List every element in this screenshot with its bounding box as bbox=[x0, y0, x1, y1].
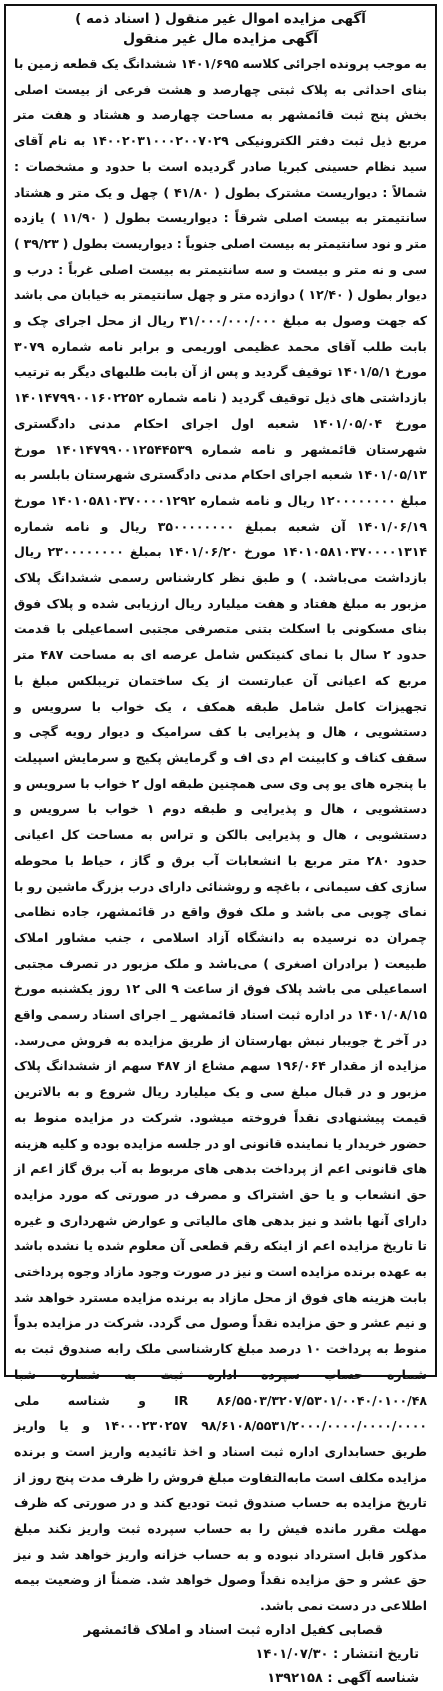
notice-footer bbox=[14, 1643, 427, 1691]
ad-id: شناسه آگهی : ۱۳۹۲۱۵۸ bbox=[267, 1670, 419, 1686]
heading-line-1: آگهی مزایده اموال غیر منقول ( اسناد ذمه ) bbox=[75, 11, 366, 27]
publish-date: تاریخ انتشار : ۱۴۰۱/۰۷/۳۰ bbox=[255, 1646, 419, 1662]
heading-line-2: آگهی مزایده مال غیر منقول bbox=[122, 31, 319, 47]
signer-line: قصابی کفیل اداره ثبت اسناد و املاک قائمشهر bbox=[83, 1622, 383, 1638]
notice-heading bbox=[14, 10, 427, 49]
legal-notice bbox=[4, 4, 437, 1686]
notice-body: به موجب پرونده اجرائی کلاسه ۱۴۰۱/۶۹۵ ششدانگ یک قطعه زمین با بنای احداثی به پلاک ثبتی چهارصد و هشت فرعی از بیست اصلی بخش پنج ثبت قائمشهر به مساحت چهارصد و هشتاد و هفت متر مربع ذیل ثبت دفتر الکترونیکی ۱۴۰۰۲۰۳۱۰۰۰۲۰۰۷۰۲۹ به نام آقای سید نظام حسینی کبریا صادر گردیده است با حدود و مشخصات : شمالاً : دیواریست مشترک بطول ( ۴۱/۸۰ ) چهل و یک متر و هشتاد سانتیمتر به بیست اصلی شرقاً : دیواریست بطول ( ۱۱/۹۰ ) یازده متر و نود سانتیمتر به بیست اصلی جنوباً : دیواریست بطول ( ۳۹/۲۳ ) سی و نه متر و بیست و سه سانتیمتر به بیست اصلی غرباً : درب و دیوار بطول ( ۱۲/۴۰ ) دوازده متر و چهل سانتیمتر به خیابان می باشد که جهت وصول به مبلغ ۳۱/۰۰۰/۰۰۰/۰۰۰ ریال از محل اجرای چک و بابت طلب آقای محمد عظیمی اوریمی و برابر نامه شماره ۳۰۷۹ مورخ ۱۴۰۱/۵/۱ توقیف گردید و پس از آن بابت طلبهای دیگر به ترتیب بازداشتی های ذیل توقیف گردید ( نامه شماره ۱۴۰۱۴۷۹۹۰۰۱۶۰۲۲۵۲ مورخ ۱۴۰۱/۰۵/۰۴ شعبه اول اجرای احکام مدنی دادگستری شهرستان قائمشهر و نامه شماره ۱۴۰۱۴۷۹۹۰۰۱۲۵۴۴۵۳۹ مورخ ۱۴۰۱/۰۵/۱۳ شعبه اجرای احکام مدنی دادگستری شهرستان بابلسر به مبلغ ۱۲۰۰۰۰۰۰۰۰ ریال و نامه شماره ۱۴۰۱۰۵۸۱۰۳۷۰۰۰۰۱۲۹۲ مورخ ۱۴۰۱/۰۶/۱۹ آن شعبه بمبلغ ۳۵۰۰۰۰۰۰۰۰ ریال و نامه شماره ۱۴۰۱۰۵۸۱۰۳۷۰۰۰۰۱۳۱۴ مورخ ۱۴۰۱/۰۶/۲۰ بمبلغ ۲۳۰۰۰۰۰۰۰۰ ریال بازداشت می‌باشد. ) و طبق نظر کارشناس رسمی ششدانگ پلاک مزبور به مبلغ هفتاد و هفت میلیارد ریال ارزیابی شده و پلاک فوق بنای مسکونی با اسکلت بتنی متصرفی مجتبی اسماعیلی با قدمت حدود ۲ سال با نمای کنیتکس شامل عرصه ای به مساحت ۴۸۷ متر مربع که اعیانی آن عبارتست از یک ساختمان تریبلکس مبلغ با تجهیزات کامل شامل طبقه همکف ، یک خواب با سرویس و دستشویی ، هال و پذیرایی با کف سرامیک و دیوار رویه گچی و سقف کناف و کابینت ام دی اف و گرمایش پکیج و سرمایش اسپیلت با پنجره های یو پی وی سی همچنین طبقه اول ۲ خواب با سرویس و دستشویی ، هال و پذیرایی و طبقه دوم ۱ خواب با سرویس و دستشویی ، هال و پذیرایی بالکن و تراس به مساحت کل اعیانی حدود ۲۸۰ متر مربع با انشعابات آب برق و گاز ، حیاط با محوطه سازی کف سیمانی ، باغچه و روشنائی دارای درب بزرگ ماشین رو با نمای چوبی می باشد و ملک فوق واقع در قائمشهر، جاده نظامی چمران ده نرسیده به دانشگاه آزاد اسلامی ، جنب مشاور املاک طبیعت ( برادران اصغری ) می‌باشد و ملک مزبور در تصرف مجتبی اسماعیلی می باشد پلاک فوق از ساعت ۹ الی ۱۲ روز یکشنبه مورخ ۱۴۰۱/۰۸/۱۵ در اداره ثبت اسناد قائمشهر _ اجرای اسناد رسمی واقع در آخر خ جویبار نبش بهارستان از طریق مزایده به فروش می‌رسد. مزایده از مقدار ۱۹۶/۰۶۴ سهم مشاع از ۴۸۷ سهم از ششدانگ پلاک مزبور و در قبال مبلغ سی و یک میلیارد ریال شروع و به بالاترین قیمت پیشنهادی نقداً فروخته میشود. شرکت در مزایده منوط به حضور خریدار یا نماینده قانونی او در جلسه مزایده بوده و کلیه هزینه های قانونی اعم از پرداخت بدهی های مربوط به آب برق گاز اعم از حق انشعاب و یا حق اشتراک و مصرف در صورتی که مورد مزایده دارای آنها باشد و نیز بدهی های مالیاتی و عوارض شهرداری و غیره تا تاریخ مزایده اعم از اینکه رقم قطعی آن معلوم شده یا نشده باشد به عهده برنده مزایده است و نیز در صورت وجود مازاد وجوه پرداختی بابت هزینه های فوق از محل مازاد به برنده مزایده مسترد خواهد شد و نیم عشر و حق مزایده نقداً وصول می گردد. شرکت در مزایده بدواً منوط به پرداخت ۱۰ درصد مبلغ کارشناسی ملک رابه صندوق ثبت به شماره حساب سپرده اداره ثبت به شماره شبا ۸۶/۵۵۰۳/۳۲۰۷/۵۳۰۱/۰۰۴۰/۰۱۰۰/۴۸ IR و شناسه ملی ۹۸/۶۱۰۸/۵۵۳۱/۲۰۰۰/۰۰۰۰/۰۰۰۰/۰۰۰۰ ۱۴۰۰۰۲۳۰۲۵۷ و یا واریز طریق حسابداری اداره ثبت اسناد و اخذ تائیدیه واریز است و برنده مزایده مکلف است مابه‌التفاوت مبلغ فروش را ظرف مدت پنج روز از تاریخ مزایده به حساب صندوق ثبت تودیع کند و در صورتی که ظرف مهلت مقرر مانده فیش را به حساب سپرده ثبت واریز نکند مبلغ مذکور قابل استرداد نبوده و به حساب خزانه واریز خواهد شد و نیز حق عشر و حق مزایده نقداً وصول خواهد شد. ضمناً از وضعیت بیمه اطلاعی در دست نمی باشد. bbox=[14, 56, 428, 1614]
